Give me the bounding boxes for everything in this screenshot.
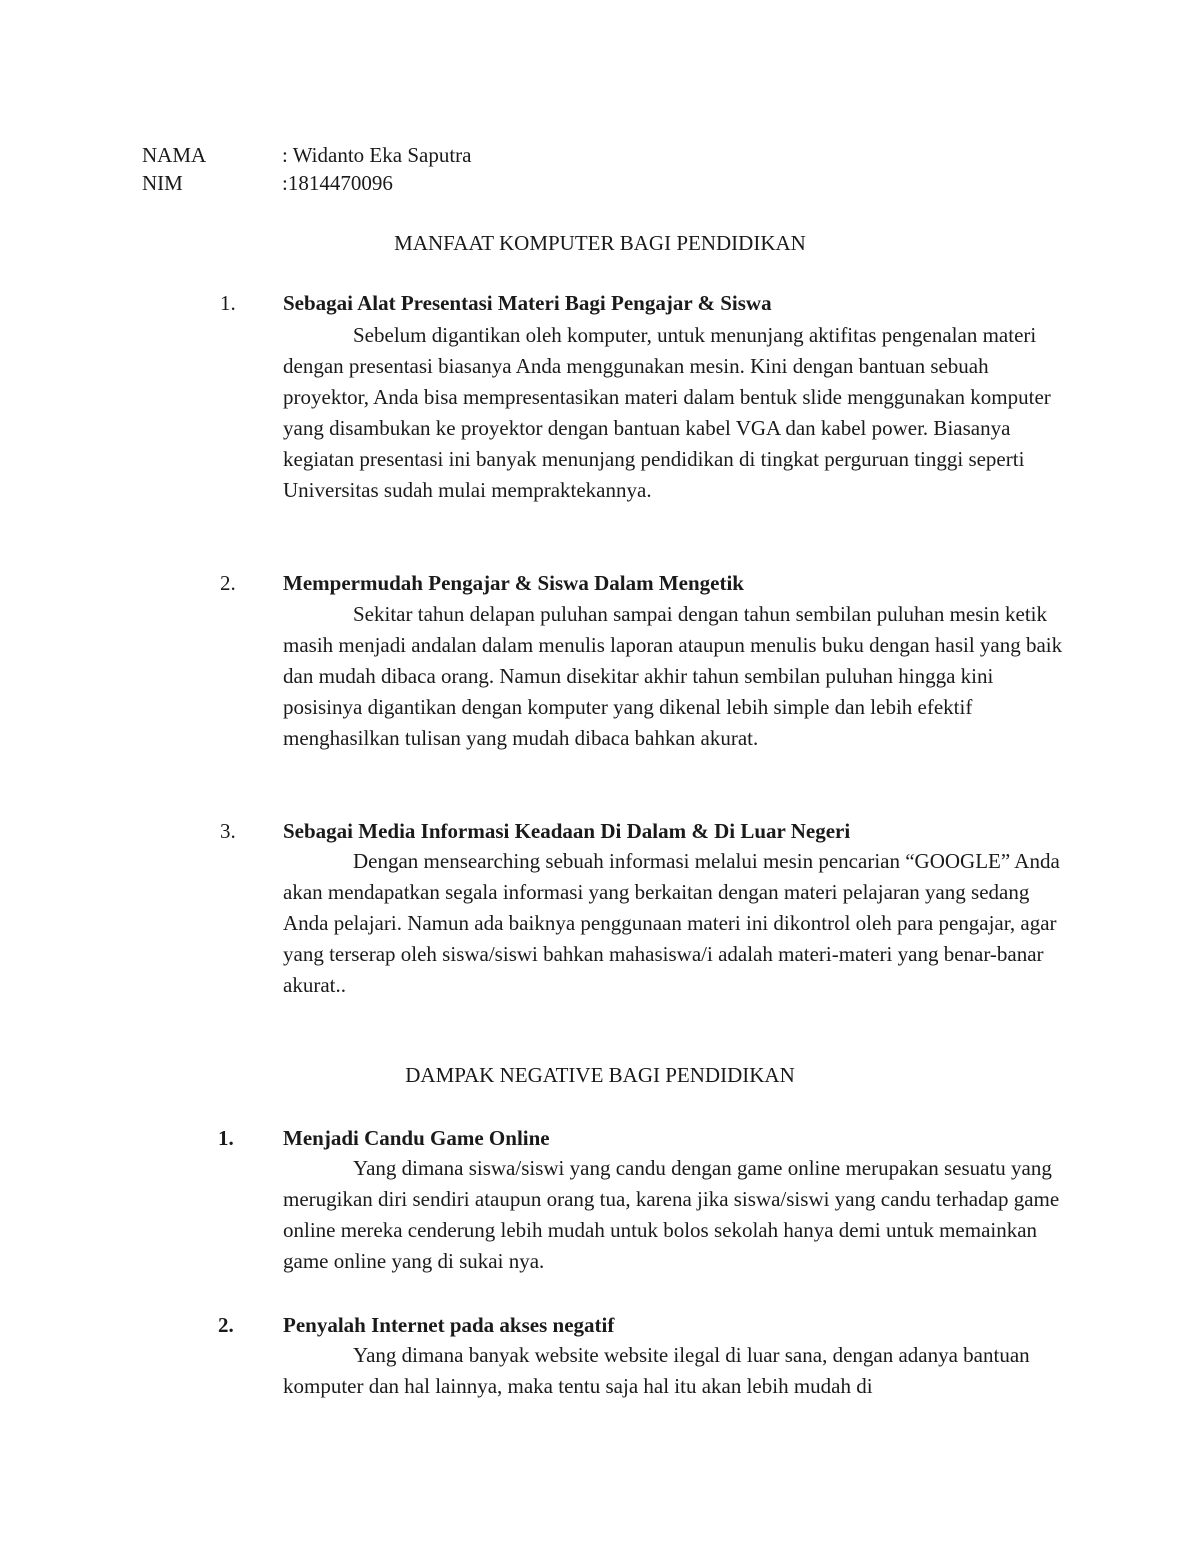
item-body: Sebelum digantikan oleh komputer, untuk menunjang aktifitas pengenalan materi dengan presentasi biasanya Anda menggunakan mesin. Kini dengan bantuan sebuah proyektor, Anda bisa mempresentasikan materi dalam bentuk slide menggunakan komputer yang disambukan ke proyektor dengan bantuan kabel VGA dan kabel power. Biasanya kegiatan presentasi ini banyak menunjang pendidikan di tingkat perguruan tinggi seperti Universitas sudah mulai mempraktekannya. (283, 323, 1051, 502)
item-number: 2. (218, 1313, 234, 1337)
item-heading: Sebagai Alat Presentasi Materi Bagi Pengajar & Siswa (283, 291, 772, 315)
item-body: Yang dimana siswa/siswi yang candu dengan game online merupakan sesuatu yang merugikan diri sendiri ataupun orang tua, karena jika siswa/siswi yang candu terhadap game online mereka cenderung lebih mudah untuk bolos sekolah hanya demi untuk memainkan game online yang di sukai nya. (283, 1156, 1060, 1273)
nim-label: NIM (142, 171, 183, 195)
section-title-benefits: MANFAAT KOMPUTER BAGI PENDIDIKAN (394, 231, 806, 255)
name-label: NAMA (142, 143, 207, 167)
item-heading: Menjadi Candu Game Online (283, 1126, 550, 1150)
name-value: : Widanto Eka Saputra (282, 143, 472, 167)
item-heading: Mempermudah Pengajar & Siswa Dalam Mengetik (283, 571, 744, 595)
item-body: Yang dimana banyak website website ilegal di luar sana, dengan adanya bantuan komputer dan hal lainnya, maka tentu saja hal itu akan lebih mudah di (283, 1343, 1030, 1398)
item-number: 2. (220, 571, 236, 595)
item-body: Sekitar tahun delapan puluhan sampai dengan tahun sembilan puluhan mesin ketik masih menjadi andalan dalam menulis laporan ataupun menulis buku dengan hasil yang baik dan mudah dibaca orang. Namun disekitar akhir tahun sembilan puluhan hingga kini posisinya digantikan dengan komputer yang dikenal lebih simple dan lebih efektif menghasilkan tulisan yang mudah dibaca bahkan akurat. (283, 602, 1063, 750)
item-number: 1. (218, 1126, 234, 1150)
section-title-negative: DAMPAK NEGATIVE BAGI PENDIDIKAN (405, 1063, 795, 1087)
nim-row (142, 169, 393, 197)
item-heading: Sebagai Media Informasi Keadaan Di Dalam & Di Luar Negeri (283, 819, 851, 843)
item-heading: Penyalah Internet pada akses negatif (283, 1313, 615, 1337)
item-number: 1. (220, 291, 236, 315)
item-number: 3. (220, 819, 236, 843)
name-row (142, 141, 471, 169)
nim-value: :1814470096 (282, 171, 393, 195)
item-body: Dengan mensearching sebuah informasi melalui mesin pencarian “GOOGLE” Anda akan mendapatkan segala informasi yang berkaitan dengan materi pelajaran yang sedang Anda pelajari. Namun ada baiknya penggunaan materi ini dikontrol oleh para pengajar, agar yang terserap oleh siswa/siswi bahkan mahasiswa/i adalah materi-materi yang benar-banar akurat.. (283, 849, 1060, 997)
